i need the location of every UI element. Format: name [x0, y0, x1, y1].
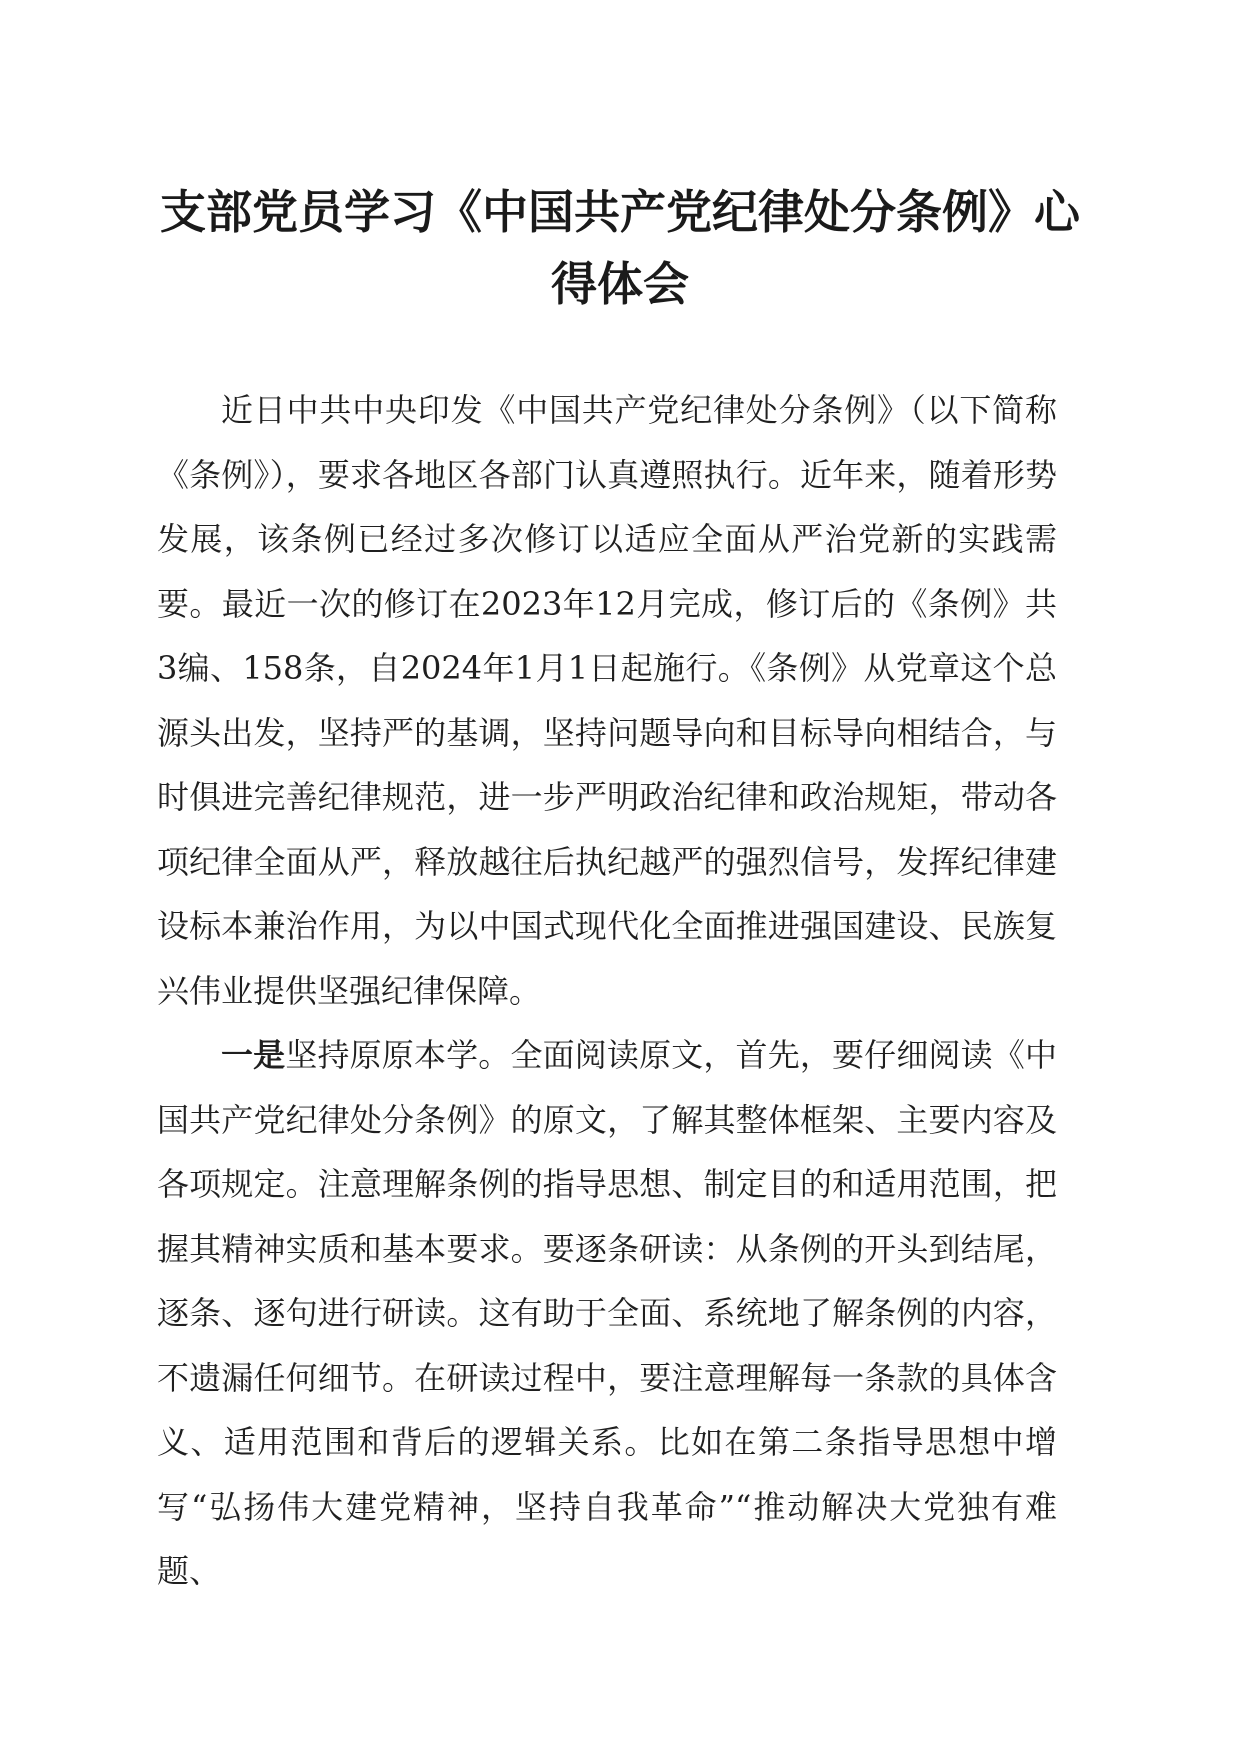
- paragraph-point-one-lead: 一是: [221, 1036, 286, 1074]
- paragraph-intro-text: 近日中共中央印发《中国共产党纪律处分条例》（以下简称《条例》），要求各地区各部门认真遵照执行。近年来，随着形势发展，该条例已经过多次修订以适应全面从严治党新的实践需要。最近一次的修订在2023年12月完成，修订后的《条例》共3编、158条，自2024年1月1日起施行。《条例》从党章这个总源头出发，坚持严的基调，坚持问题导向和目标导向相结合，与时俱进完善纪律规范，进一步严明政治纪律和政治规矩，带动各项纪律全面从严，释放越往后执纪越严的强烈信号，发挥纪律建设标本兼治作用，为以中国式现代化全面推进强国建设、民族复兴伟业提供坚强纪律保障。: [157, 391, 1057, 1010]
- document-body: [157, 378, 1057, 1604]
- paragraph-point-one: [157, 1023, 1057, 1604]
- document-title: 支部党员学习《中国共产党纪律处分条例》心得体会: [160, 185, 1080, 311]
- paragraph-point-one-text: 坚持原原本学。全面阅读原文，首先，要仔细阅读《中国共产党纪律处分条例》的原文，了解其整体框架、主要内容及各项规定。注意理解条例的指导思想、制定目的和适用范围，把握其精神实质和基本要求。要逐条研读：从条例的开头到结尾，逐条、逐句进行研读。这有助于全面、系统地了解条例的内容，不遗漏任何细节。在研读过程中，要注意理解每一条款的具体含义、适用范围和背后的逻辑关系。比如在第二条指导思想中增写“弘扬伟大建党精神，坚持自我革命”“推动解决大党独有难题、: [157, 1036, 1057, 1590]
- paragraph-intro: [157, 378, 1057, 1023]
